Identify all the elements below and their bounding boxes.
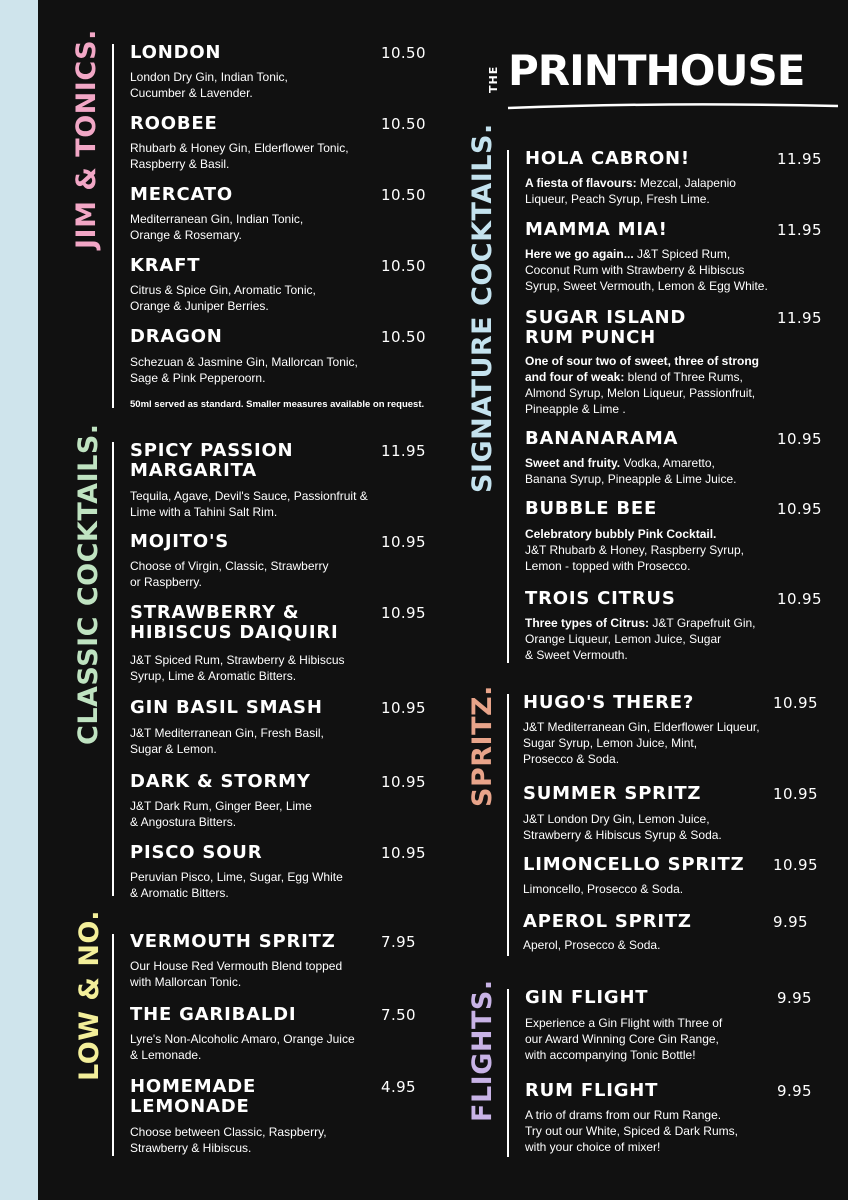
item-price: 10.50 (381, 44, 426, 62)
item-description: Tequila, Agave, Devil's Sauce, Passionfruit & Lime with a Tahini Salt Rim. (130, 489, 368, 519)
item-description: Choose between Classic, Raspberry, Strawberry & Hibiscus. (130, 1125, 327, 1155)
item-description: Aperol, Prosecco & Soda. (523, 938, 661, 952)
item-name: BUBBLE BEE (525, 498, 658, 519)
measures-note: 50ml served as standard. Smaller measures available on request. (130, 399, 425, 410)
logo-prefix: THE (487, 65, 500, 93)
item-description: Experience a Gin Flight with Three of our Award Winning Core Gin Range, with accompanying Tonic Bottle! (525, 1016, 723, 1062)
item-description: J&T Mediterranean Gin, Elderflower Liqueur, Sugar Syrup, Lemon Juice, Mint, Prosecco & Soda. (523, 720, 760, 766)
item-description: Schezuan & Jasmine Gin, Mallorcan Tonic, Sage & Pink Pepperoorn. (130, 355, 358, 385)
item-name: HUGO'S THERE? (523, 692, 695, 713)
item-name: SUMMER SPRITZ (523, 783, 702, 804)
section-title-flights: FLIGHTS. (467, 979, 498, 1122)
item-name: MOJITO'S (130, 531, 230, 552)
item-description: Choose of Virgin, Classic, Strawberry or Raspberry. (130, 559, 329, 589)
item-name: TROIS CITRUS (525, 588, 676, 609)
item-name: ROOBEE (130, 113, 218, 134)
section-divider (112, 44, 114, 408)
item-name: VERMOUTH SPRITZ (130, 931, 336, 952)
item-name: MERCATO (130, 184, 233, 205)
item-name: LIMONCELLO SPRITZ (523, 854, 745, 875)
item-description: Limoncello, Prosecco & Soda. (523, 882, 684, 896)
item-name: LONDON (130, 42, 222, 63)
item-description: Here we go again... J&T Spiced Rum, Coconut Rum with Strawberry & Hibiscus Syrup, Sweet Vermouth, Lemon & Egg White. (525, 247, 768, 293)
item-name: APEROL SPRITZ (523, 911, 692, 932)
item-price: 11.95 (777, 309, 822, 327)
item-name: PISCO SOUR (130, 842, 263, 863)
section-title-jim-tonics: JIM & TONICS. (71, 29, 102, 249)
item-price: 10.95 (777, 590, 822, 608)
item-price: 10.95 (381, 773, 426, 791)
item-description: A trio of drams from our Rum Range. Try out our White, Spiced & Dark Rums, with your choice of mixer! (525, 1108, 738, 1154)
section-title-signature-cocktails: SIGNATURE COCKTAILS. (467, 123, 498, 493)
item-price: 10.95 (381, 699, 426, 717)
item-description: A fiesta of flavours: Mezcal, Jalapenio Liqueur, Peach Syrup, Fresh Lime. (525, 176, 736, 206)
item-name: HOMEMADE LEMONADE (130, 1076, 257, 1117)
item-name: GIN BASIL SMASH (130, 697, 323, 718)
item-description: Mediterranean Gin, Indian Tonic, Orange & Rosemary. (130, 212, 304, 242)
menu-page (38, 0, 848, 1200)
item-description: Rhubarb & Honey Gin, Elderflower Tonic, Raspberry & Basil. (130, 141, 349, 171)
section-title-spritz: SPRITZ. (467, 685, 498, 807)
item-name: SUGAR ISLAND RUM PUNCH (525, 307, 687, 348)
item-name: STRAWBERRY & HIBISCUS DAIQUIRI (130, 602, 339, 643)
item-description: London Dry Gin, Indian Tonic, Cucumber & Lavender. (130, 70, 288, 100)
item-price: 10.95 (773, 694, 818, 712)
item-price: 9.95 (777, 989, 812, 1007)
item-description: Celebratory bubbly Pink Cocktail. J&T Rhubarb & Honey, Raspberry Syrup, Lemon - topped with Prosecco. (525, 527, 744, 573)
item-name: GIN FLIGHT (525, 987, 649, 1008)
section-divider (112, 934, 114, 1156)
item-price: 4.95 (381, 1078, 416, 1096)
item-price: 10.95 (381, 533, 426, 551)
item-price: 10.95 (381, 844, 426, 862)
item-price: 11.95 (777, 150, 822, 168)
item-description: Lyre's Non-Alcoholic Amaro, Orange Juice & Lemonade. (130, 1032, 355, 1062)
item-description: Three types of Citrus: J&T Grapefruit Gin, Orange Liqueur, Lemon Juice, Sugar & Sweet Vermouth. (525, 616, 756, 662)
item-name: DARK & STORMY (130, 771, 311, 792)
item-name: DRAGON (130, 326, 223, 347)
item-description: Citrus & Spice Gin, Aromatic Tonic, Orange & Juniper Berries. (130, 283, 316, 313)
item-price: 10.50 (381, 186, 426, 204)
item-name: SPICY PASSION MARGARITA (130, 440, 294, 481)
item-description: Our House Red Vermouth Blend topped with Mallorcan Tonic. (130, 959, 343, 989)
item-price: 10.95 (773, 856, 818, 874)
item-description: J&T Dark Rum, Ginger Beer, Lime & Angostura Bitters. (130, 799, 312, 829)
item-description: One of sour two of sweet, three of strong and four of weak: blend of Three Rums, Almond Syrup, Melon Liqueur, Passionfruit, Pineapple & Lime . (525, 354, 760, 416)
item-name: THE GARIBALDI (130, 1004, 297, 1025)
section-divider (507, 694, 509, 956)
item-description: J&T Mediterranean Gin, Fresh Basil, Sugar & Lemon. (130, 726, 324, 756)
section-title-low-no: LOW & NO. (74, 909, 105, 1081)
item-description: J&T Spiced Rum, Strawberry & Hibiscus Syrup, Lime & Aromatic Bitters. (130, 653, 345, 683)
item-name: RUM FLIGHT (525, 1080, 659, 1101)
section-title-classic-cocktails: CLASSIC COCKTAILS. (73, 423, 104, 745)
item-price: 11.95 (777, 221, 822, 239)
item-description: Peruvian Pisco, Lime, Sugar, Egg White & Aromatic Bitters. (130, 870, 343, 900)
logo-underline (506, 100, 842, 112)
item-price: 10.50 (381, 257, 426, 275)
item-price: 10.50 (381, 328, 426, 346)
item-price: 7.50 (381, 1006, 416, 1024)
logo-wordmark: PRINTHOUSE (508, 46, 805, 95)
item-price: 9.95 (773, 913, 808, 931)
item-price: 10.95 (773, 785, 818, 803)
section-divider (112, 442, 114, 896)
item-price: 10.50 (381, 115, 426, 133)
item-price: 7.95 (381, 933, 416, 951)
item-price: 10.95 (777, 500, 822, 518)
section-divider (507, 989, 509, 1157)
section-divider (507, 150, 509, 663)
item-price: 10.95 (777, 430, 822, 448)
item-price: 9.95 (777, 1082, 812, 1100)
item-price: 10.95 (381, 604, 426, 622)
item-description: J&T London Dry Gin, Lemon Juice, Strawberry & Hibiscus Syrup & Soda. (523, 812, 722, 842)
item-name: MAMMA MIA! (525, 219, 668, 240)
item-price: 11.95 (381, 442, 426, 460)
item-name: BANANARAMA (525, 428, 679, 449)
item-name: HOLA CABRON! (525, 148, 690, 169)
item-description: Sweet and fruity. Vodka, Amaretto, Banana Syrup, Pineapple & Lime Juice. (525, 456, 737, 486)
item-name: KRAFT (130, 255, 201, 276)
